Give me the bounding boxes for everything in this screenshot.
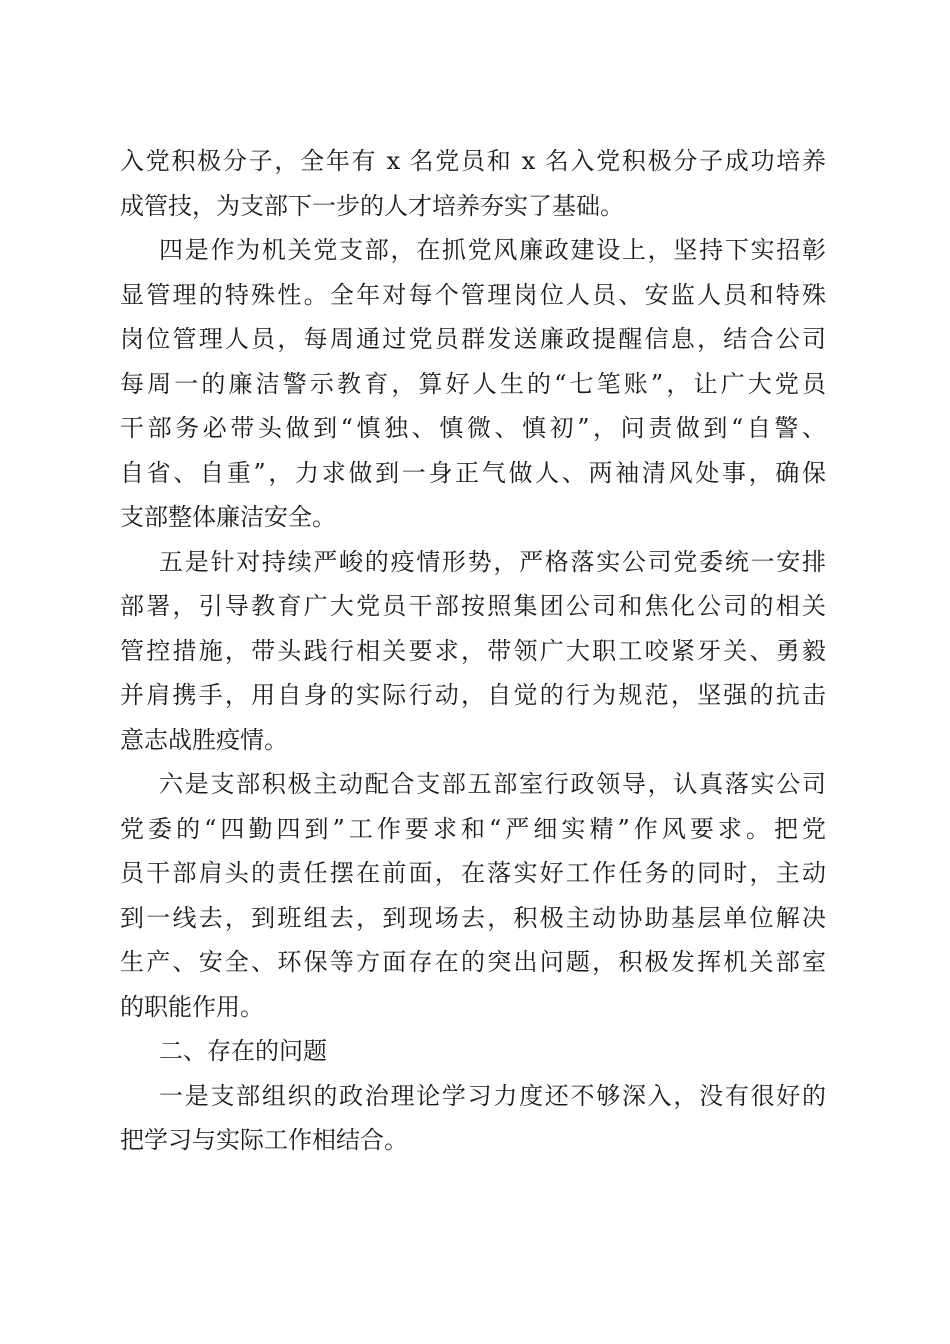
text-line: 成管技，为支部下一步的人才培养夯实了基础。 bbox=[120, 191, 624, 220]
paragraph-6-line: 六是支部积极主动配合支部五部室行政领导，认真落实公司 bbox=[159, 770, 826, 798]
text-line: 部署，引导教育广大党员干部按照集团公司和焦化公司的相关 bbox=[120, 592, 826, 620]
text-line: 管控措施，带头践行相关要求，带领广大职工咬紧牙关、勇毅 bbox=[120, 636, 826, 665]
text-line: 意志战胜疫情。 bbox=[120, 725, 288, 754]
section-heading: 二、存在的问题 bbox=[159, 1037, 327, 1065]
text-line: 岗位管理人员，每周通过党员群发送廉政提醒信息，结合公司 bbox=[120, 325, 826, 353]
document-body bbox=[120, 139, 826, 1163]
text-line: 支部整体廉洁安全。 bbox=[120, 503, 336, 531]
text-line: 到一线去，到班组去，到现场去，积极主动协助基层单位解决 bbox=[120, 903, 826, 932]
text-line: 显管理的特殊性。全年对每个管理岗位人员、安监人员和特殊 bbox=[120, 280, 826, 309]
text-line: 每周一的廉洁警示教育，算好人生的“七笔账”，让广大党员 bbox=[120, 369, 826, 398]
text-line: 干部务必带头做到“慎独、慎微、慎初”，问责做到“自警、 bbox=[120, 414, 826, 442]
text-line: 并肩携手，用自身的实际行动，自觉的行为规范，坚强的抗击 bbox=[120, 681, 826, 709]
text-line: 党委的“四勤四到”工作要求和“严细实精”作风要求。把党 bbox=[120, 814, 826, 843]
text-line: 入党积极分子，全年有 x 名党员和 x 名入党积极分子成功培养 bbox=[120, 147, 826, 175]
text-line: 把学习与实际工作相结合。 bbox=[120, 1126, 408, 1154]
text-line: 自省、自重”，力求做到一身正气做人、两袖清风处事，确保 bbox=[120, 458, 826, 487]
paragraph-5-line: 五是针对持续严峻的疫情形势，严格落实公司党委统一安排 bbox=[159, 547, 826, 576]
text-line: 员干部肩头的责任摆在前面，在落实好工作任务的同时，主动 bbox=[120, 859, 826, 887]
problem-1-line: 一是支部组织的政治理论学习力度还不够深入，没有很好的 bbox=[159, 1081, 826, 1110]
text-line: 的职能作用。 bbox=[120, 992, 264, 1021]
text-line: 生产、安全、环保等方面存在的突出问题，积极发挥机关部室 bbox=[120, 948, 826, 976]
paragraph-4-line: 四是作为机关党支部，在抓党风廉政建设上，坚持下实招彰 bbox=[159, 236, 826, 264]
